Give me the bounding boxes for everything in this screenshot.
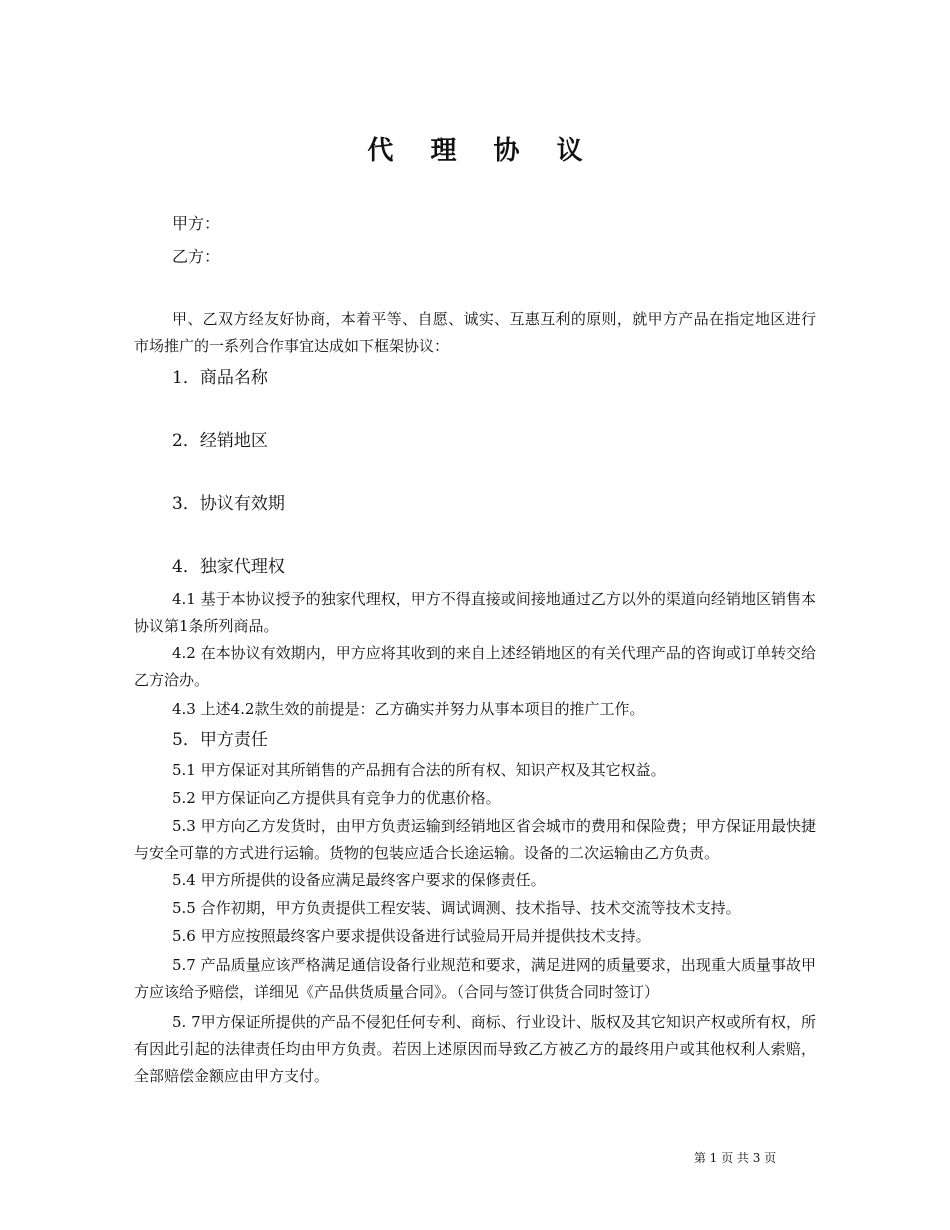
section-heading-5: 5．甲方责任 xyxy=(172,730,268,750)
section-heading-4: 4．独家代理权 xyxy=(172,557,285,577)
clause-4-1: 4.1 基于本协议授予的独家代理权，甲方不得直接或间接地通过乙方以外的渠道向经销地区销售本协议第1条所列商品。 xyxy=(134,590,816,635)
clause-4-2: 4.2 在本协议有效期内，甲方应将其收到的来自上述经销地区的有关代理产品的咨询或订单转交给乙方洽办。 xyxy=(134,644,816,689)
clause-5-3: 5.3 甲方向乙方发货时，由甲方负责运输到经销地区省会城市的费用和保险费；甲方保证用最快捷与安全可靠的方式进行运输。货物的包装应适合长途运输。设备的二次运输由乙方负责。 xyxy=(134,817,816,862)
clause-5-5: 5.5 合作初期，甲方负责提供工程安装、调试调测、技术指导、技术交流等技术支持。 xyxy=(172,899,741,917)
clause-5-7-ip: 5. 7甲方保证所提供的产品不侵犯任何专利、商标、行业设计、版权及其它知识产权或所有权，所有因此引起的法律责任均由甲方负责。若因上述原因而导致乙方被乙方的最终用户或其他权利人索赔，全部赔偿金额应由甲方支付。 xyxy=(134,1013,816,1085)
section-heading-1: 1．商品名称 xyxy=(172,368,268,388)
clause-5-2: 5.2 甲方保证向乙方提供具有竞争力的优惠价格。 xyxy=(172,789,501,807)
clause-5-1: 5.1 甲方保证对其所销售的产品拥有合法的所有权、知识产权及其它权益。 xyxy=(172,761,666,779)
intro-paragraph: 甲、乙双方经友好协商，本着平等、自愿、诚实、互惠互利的原则，就甲方产品在指定地区进行市场推广的一系列合作事宜达成如下框架协议： xyxy=(134,310,816,355)
party-a-label: 甲方： xyxy=(172,214,221,233)
section-heading-3: 3．协议有效期 xyxy=(172,494,285,514)
clause-4-3: 4.3 上述4.2款生效的前提是：乙方确实并努力从事本项目的推广工作。 xyxy=(172,700,645,718)
section-heading-2: 2．经销地区 xyxy=(172,431,268,451)
document-title: 代 理 协 议 xyxy=(367,136,597,166)
party-b-label: 乙方： xyxy=(172,247,221,266)
clause-5-4: 5.4 甲方所提供的设备应满足最终客户要求的保修责任。 xyxy=(172,871,546,889)
page-number: 第 1 页 共 3 页 xyxy=(693,1151,777,1165)
clause-5-7: 5.7 产品质量应该严格满足通信设备行业规范和要求，满足进网的质量要求，出现重大质量事故甲方应该给予赔偿，详细见《产品供货质量合同》。（合同与签订供货合同时签订） xyxy=(134,956,816,1001)
clause-5-6: 5.6 甲方应按照最终客户要求提供设备进行试验局开局并提供技术支持。 xyxy=(172,927,651,945)
